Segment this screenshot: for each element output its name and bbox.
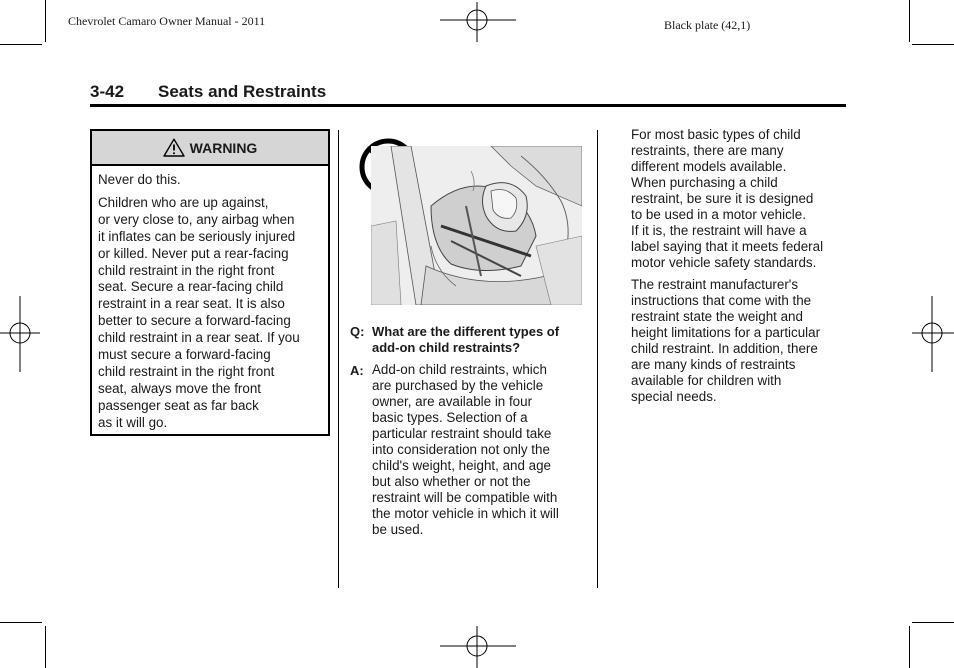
plate-label: Black plate (42,1) — [664, 18, 751, 32]
text-line: seat, always move the front — [98, 380, 261, 396]
text-line: owner, are available in four — [372, 394, 533, 409]
warning-triangle-icon — [163, 138, 185, 157]
question-text — [372, 324, 585, 356]
text-line: or very close to, any airbag when — [98, 211, 295, 227]
text-line: The restraint manufacturer's — [631, 277, 799, 292]
warning-text — [98, 195, 322, 432]
text-line: child restraint. In addition, there — [631, 341, 818, 356]
paragraph — [631, 127, 851, 271]
text-line: When purchasing a child — [631, 175, 778, 190]
paragraph — [631, 277, 851, 405]
text-line: basic types. Selection of a — [372, 410, 528, 425]
column-divider — [597, 130, 598, 588]
column-divider — [338, 130, 339, 588]
page-number: 3-42 — [90, 82, 125, 101]
crop-mark — [0, 622, 42, 623]
crop-mark — [912, 622, 954, 623]
text-line: into consideration not only the — [372, 442, 550, 457]
text-line: Add-on child restraints, which — [372, 362, 547, 377]
registration-mark-right — [912, 296, 954, 372]
text-line: restraint will be compatible with — [372, 490, 558, 505]
text-line: child's weight, height, and age — [372, 458, 551, 473]
section-heading — [90, 80, 846, 107]
text-line: must secure a forward-facing — [98, 347, 271, 363]
text-line: instructions that come with the — [631, 293, 812, 308]
warning-header — [92, 131, 328, 166]
text-line: it inflates can be seriously injured — [98, 228, 296, 244]
text-line: or killed. Never put a rear-facing — [98, 245, 289, 261]
text-line: the motor vehicle in which it will — [372, 506, 559, 521]
text-line: child restraint in the right front — [98, 262, 275, 278]
crop-mark — [912, 44, 954, 45]
section-title: Seats and Restraints — [158, 82, 327, 101]
child-seat-illustration — [371, 146, 582, 305]
warning-body — [92, 166, 328, 432]
text-line: particular restraint should take — [372, 426, 552, 441]
text-line: child restraint in the right front — [98, 363, 275, 379]
text-line: better to secure a forward-facing — [98, 313, 291, 329]
text-line: For most basic types of child — [631, 127, 801, 142]
warning-label: WARNING — [189, 139, 258, 156]
text-line: restraint, be sure it is designed — [631, 191, 814, 206]
warning-lead: Never do this. — [98, 172, 181, 187]
text-line: different models available. — [631, 159, 787, 174]
answer-label: A: — [350, 363, 364, 378]
text-line: are many kinds of restraints — [631, 357, 796, 372]
registration-mark-bottom — [440, 626, 516, 668]
text-line: to be used in a motor vehicle. — [631, 207, 806, 222]
text-line: but also whether or not the — [372, 474, 531, 489]
text-line: are purchased by the vehicle — [372, 378, 544, 393]
crop-mark — [909, 0, 910, 42]
text-line: special needs. — [631, 389, 717, 404]
crop-mark — [45, 626, 46, 668]
crop-mark — [909, 626, 910, 668]
text-line: restraints, there are many — [631, 143, 784, 158]
right-column — [631, 127, 851, 411]
text-line: restraint state the weight and — [631, 309, 803, 324]
manual-title: Chevrolet Camaro Owner Manual - 2011 — [68, 14, 266, 28]
crop-mark — [45, 0, 46, 42]
question-block — [350, 324, 585, 356]
text-line: If it is, the restraint will have a — [631, 223, 807, 238]
text-line: Children who are up against, — [98, 194, 269, 210]
text-line: child restraint in a rear seat. If you — [98, 330, 300, 346]
text-line: restraint in a rear seat. It is also — [98, 296, 285, 312]
text-line: seat. Secure a rear-facing child — [98, 279, 284, 295]
question-label: Q: — [350, 324, 365, 339]
registration-mark-top — [440, 2, 516, 42]
text-line: height limitations for a particular — [631, 325, 821, 340]
text-line: available for children with — [631, 373, 782, 388]
text-line: motor vehicle safety standards. — [631, 255, 817, 270]
crop-mark — [0, 44, 42, 45]
text-line: add-on child restraints? — [372, 340, 521, 355]
warning-box — [90, 129, 330, 436]
text-line: label saying that it meets federal — [631, 239, 824, 254]
answer-text — [372, 362, 585, 538]
registration-mark-left — [0, 296, 40, 372]
text-line: What are the different types of — [372, 324, 560, 339]
text-line: as it will go. — [98, 414, 168, 430]
text-line: be used. — [372, 522, 424, 537]
answer-block — [350, 362, 585, 538]
text-line: passenger seat as far back — [98, 397, 259, 413]
car-interior-drawing — [371, 146, 582, 305]
